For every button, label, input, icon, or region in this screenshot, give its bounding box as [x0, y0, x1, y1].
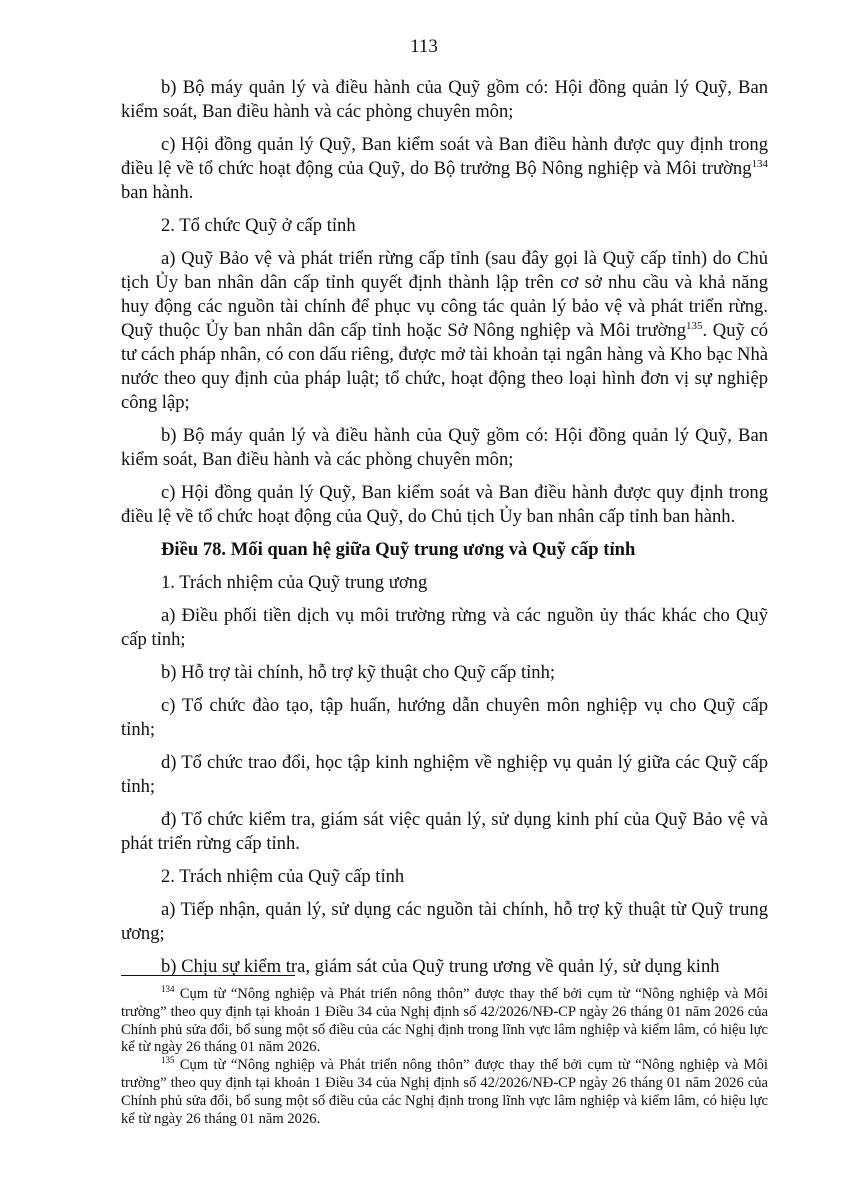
page-number: 113 [410, 36, 438, 57]
clause-provincial-fund: 2. Tổ chức Quỹ ở cấp tỉnh [161, 215, 356, 236]
item-central-dd: đ) Tổ chức kiểm tra, giám sát việc quản lý, sử dụng kinh phí của Quỹ Bảo vệ và phát triển rừng cấp tỉnh. [121, 809, 768, 854]
clause-provincial-responsibility: 2. Trách nhiệm của Quỹ cấp tỉnh [161, 866, 405, 887]
paragraph-provincial-fund [121, 247, 768, 415]
footnote-separator [121, 975, 295, 976]
paragraph-text: a) Quỹ Bảo vệ và phát triển rừng cấp tỉnh (sau đây gọi là Quỹ cấp tỉnh) do Chủ tịch Ủy ban nhân dân cấp tỉnh quyết định thành lập trên cơ sở nhu cầu và khả năng huy động các nguồn tài chính để phục vụ công tác quản lý bảo vệ và phát triển rừng. Quỹ thuộc Ủy ban nhân dân cấp tỉnh hoặc Sở Nông nghiệp và Môi trường [121, 248, 768, 341]
item-central-d: d) Tổ chức trao đổi, học tập kinh nghiệm về nghiệp vụ quản lý giữa các Quỹ cấp tỉnh; [121, 752, 768, 797]
footnotes [121, 986, 768, 1128]
item-provincial-b: b) Chịu sự kiểm tra, giám sát của Quỹ trung ương về quản lý, sử dụng kinh [161, 956, 720, 977]
footnote-number: 135 [161, 1055, 175, 1066]
item-provincial-a: a) Tiếp nhận, quản lý, sử dụng các nguồn tài chính, hỗ trợ kỹ thuật từ Quỹ trung ương; [121, 899, 768, 944]
footnote-text: Cụm từ “Nông nghiệp và Phát triển nông thôn” được thay thế bởi cụm từ “Nông nghiệp và Môi trường” theo quy định tại khoản 1 Điều 34 của Nghị định số 42/2026/NĐ-CP ngày 26 tháng 01 năm 2026 của Chính phủ sửa đổi, bổ sung một số điều của các Nghị định trong lĩnh vực lâm nghiệp và kiểm lâm, có hiệu lực kể từ ngày 26 tháng 01 năm 2026. [121, 986, 768, 1056]
paragraph-text-cont: . Quỹ có tư cách pháp nhân, có con dấu riêng, được mở tài khoản tại ngân hàng và Kho bạc Nhà nước theo quy định của pháp luật; tổ chức, hoạt động theo loại hình đơn vị sự nghiệp công lập; [121, 320, 769, 413]
clause-central-responsibility: 1. Trách nhiệm của Quỹ trung ương [161, 572, 428, 593]
footnote-ref-134[interactable]: 134 [751, 157, 768, 170]
paragraph-provincial-structure: b) Bộ máy quản lý và điều hành của Quỹ gồm có: Hội đồng quản lý Quỹ, Ban kiểm soát, Ban điều hành và các phòng chuyên môn; [121, 425, 768, 470]
article-heading: Điều 78. Mối quan hệ giữa Quỹ trung ương và Quỹ cấp tỉnh [161, 539, 636, 560]
footnote-134 [121, 986, 768, 1057]
footnote-number: 134 [161, 984, 175, 995]
footnote-text: Cụm từ “Nông nghiệp và Phát triển nông thôn” được thay thế bởi cụm từ “Nông nghiệp và Môi trường” theo quy định tại khoản 1 Điều 34 của Nghị định số 42/2026/NĐ-CP ngày 26 tháng 01 năm 2026 của Chính phủ sửa đổi, bổ sung một số điều của các Nghị định trong lĩnh vực lâm nghiệp và kiểm lâm, có hiệu lực kể từ ngày 26 tháng 01 năm 2026. [121, 1057, 768, 1127]
item-central-c: c) Tổ chức đào tạo, tập huấn, hướng dẫn chuyên môn nghiệp vụ cho Quỹ cấp tỉnh; [121, 695, 768, 740]
paragraph-text-cont: ban hành. [121, 182, 194, 203]
document-body [121, 76, 768, 988]
paragraph-provincial-council: c) Hội đồng quản lý Quỹ, Ban kiểm soát và Ban điều hành được quy định trong điều lệ về tổ chức hoạt động của Quỹ, do Chủ tịch Ủy ban nhân cấp tỉnh ban hành. [121, 482, 768, 527]
footnote-135 [121, 1057, 768, 1128]
paragraph-fund-council [121, 133, 768, 205]
paragraph-text: c) Hội đồng quản lý Quỹ, Ban kiểm soát và Ban điều hành được quy định trong điều lệ về tổ chức hoạt động của Quỹ, do Bộ trưởng Bộ Nông nghiệp và Môi trường [121, 134, 768, 179]
item-central-b: b) Hỗ trợ tài chính, hỗ trợ kỹ thuật cho Quỹ cấp tỉnh; [161, 662, 556, 683]
paragraph-fund-structure: b) Bộ máy quản lý và điều hành của Quỹ gồm có: Hội đồng quản lý Quỹ, Ban kiểm soát, Ban điều hành và các phòng chuyên môn; [121, 77, 768, 122]
item-central-a: a) Điều phối tiền dịch vụ môi trường rừng và các nguồn ủy thác khác cho Quỹ cấp tỉnh; [121, 605, 768, 650]
footnote-ref-135[interactable]: 135 [686, 319, 703, 332]
